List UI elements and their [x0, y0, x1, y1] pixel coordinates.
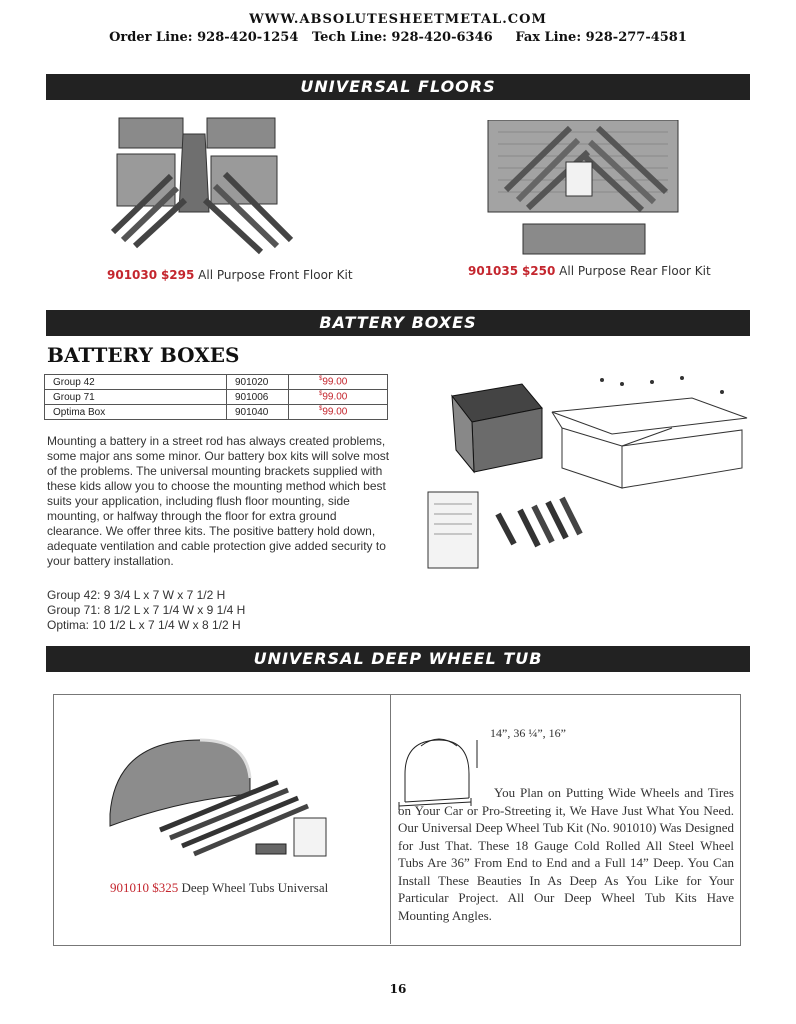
tech-line: Tech Line: 928-420-6346: [311, 30, 493, 45]
contact-lines: [0, 30, 796, 45]
tub-caption: [110, 880, 328, 896]
front-floor-caption: [107, 268, 353, 282]
rear-floor-caption: [468, 264, 711, 278]
tub-price: $325: [152, 880, 179, 895]
battery-part: 901006: [227, 390, 289, 405]
order-line: Order Line: 928-420-1254: [109, 30, 299, 45]
tub-part: 901010: [110, 880, 149, 895]
battery-box-kit-image: [422, 368, 752, 578]
page-number: 16: [389, 982, 407, 996]
battery-banner: BATTERY BOXES: [46, 310, 750, 336]
fax-line: Fax Line: 928-277-4581: [515, 30, 687, 45]
tub-description: You Plan on Putting Wide Wheels and Tires on Your Car or Pro-Streeting it, We Have Just What You Need. Our Universal Deep Wheel Tub Kit (No. 901010) Was Designed for Just That. These 18 Gauge Cold Rolled All Steel Wheel Tubs Are 36” From End to End and a Full 14” Deep. You Can Install These Beauties In As Deep As You Like for Your Particular Project. All Our Deep Wheel Tub Kits Have Mounting Angles.: [398, 785, 734, 923]
tub-dims-label: 14”, 36 ¼”, 16”: [490, 726, 566, 740]
battery-part: 901040: [227, 405, 289, 420]
table-row: [45, 390, 388, 405]
battery-price: $99.00: [289, 405, 388, 420]
table-row: [45, 405, 388, 420]
website-url[interactable]: WWW.ABSOLUTESHEETMETAL.COM: [249, 12, 547, 27]
rear-floor-part: 901035: [468, 264, 519, 278]
front-floor-name: All Purpose Front Floor Kit: [198, 268, 353, 282]
rear-floor-price: $250: [521, 264, 556, 278]
front-floor-kit-image: [105, 112, 300, 262]
tub-banner: UNIVERSAL DEEP WHEEL TUB: [46, 646, 750, 672]
dimension-line: Optima: 10 1/2 L x 7 1/4 W x 8 1/2 H: [47, 618, 241, 632]
battery-heading: BATTERY BOXES: [47, 343, 240, 367]
battery-dimensions: [47, 588, 392, 633]
dimension-line: Group 42: 9 3/4 L x 7 W x 7 1/2 H: [47, 588, 226, 602]
battery-name: Group 42: [45, 375, 227, 390]
floors-banner: UNIVERSAL FLOORS: [46, 74, 750, 100]
dimension-line: Group 71: 8 1/2 L x 7 1/4 W x 9 1/4 H: [47, 603, 246, 617]
battery-price: $99.00: [289, 390, 388, 405]
battery-name: Optima Box: [45, 405, 227, 420]
battery-name: Group 71: [45, 390, 227, 405]
table-row: [45, 375, 388, 390]
rear-floor-kit-image: [478, 120, 693, 260]
battery-description: Mounting a battery in a street rod has always created problems, some major ans some minor. Our battery box kits will solve most of the problems. The universal mounting brackets supplied with these kids allow you to choose the mounting method which best suits your application, including flush floor mounting, side mounting, or halfway through the floor for extra ground clearance. We offer three kits. The positive battery hold down, adequate ventilation and cable protection give added security to your battery installation.: [47, 434, 390, 568]
rear-floor-name: All Purpose Rear Floor Kit: [559, 264, 711, 278]
battery-price: $99.00: [289, 375, 388, 390]
tub-divider: [390, 694, 391, 944]
wheel-tub-kit-image: [100, 730, 350, 860]
front-floor-part: 901030: [107, 268, 158, 282]
front-floor-price: $295: [160, 268, 195, 282]
battery-price-table: [44, 374, 388, 420]
tub-name: Deep Wheel Tubs Universal: [181, 880, 329, 895]
battery-part: 901020: [227, 375, 289, 390]
